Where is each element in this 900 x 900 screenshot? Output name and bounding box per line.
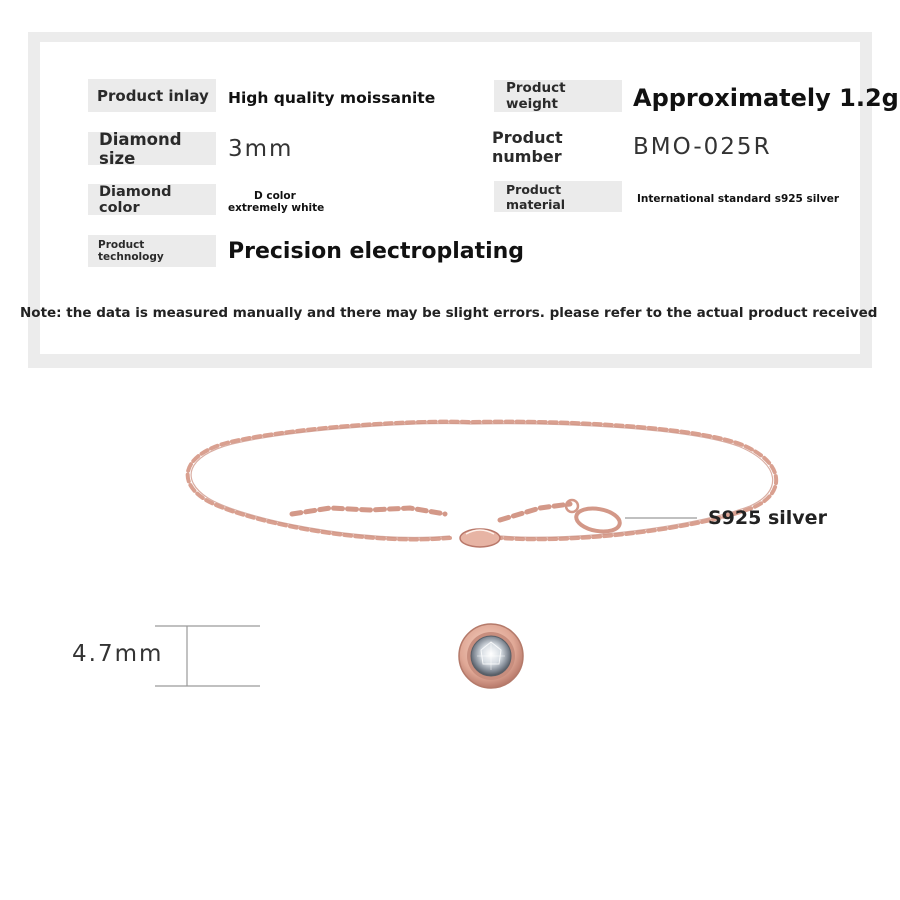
diamond-color-label (88, 184, 216, 215)
product-technology-label-line2: technology (98, 251, 164, 263)
product-material-label (494, 181, 622, 212)
bracelet-chain (188, 422, 777, 540)
product-inlay-label (88, 79, 216, 112)
product-material-label-text: Product material (506, 181, 566, 212)
product-weight-label-text: Product weight (506, 80, 566, 112)
product-technology-label-text (98, 239, 164, 263)
product-technology-value: Precision electroplating (228, 239, 525, 264)
diamond-color-value (228, 190, 324, 214)
product-inlay-label-text: Product inlay (97, 86, 209, 105)
product-technology-label (88, 235, 216, 267)
product-weight-value: Approximately 1.2g (633, 84, 899, 112)
extension-chain-right (500, 504, 570, 520)
diamond-color-value-line1: D color (254, 190, 296, 202)
bracelet-image (0, 370, 900, 730)
product-number-label-text: Product number (492, 127, 563, 166)
product-weight-label (494, 80, 622, 112)
measurement-note: Note: the data is measured manually and there may be slight errors. please refer to the actual product received (20, 305, 878, 321)
product-technology-label-line1: Product (98, 239, 145, 251)
diamond-size-value: 3mm (228, 136, 294, 162)
product-inlay-value: High quality moissanite (228, 89, 436, 107)
extension-chain (292, 508, 445, 514)
tag-ring (566, 500, 622, 535)
pendant (459, 624, 523, 688)
product-number-label (492, 127, 622, 166)
diamond-size-label-text: Diamond size (99, 129, 182, 168)
material-callout: S925 silver (708, 507, 827, 529)
lobster-clasp (460, 529, 500, 547)
diamond-size-label (88, 129, 216, 168)
product-material-value: International standard s925 silver (637, 193, 840, 205)
diamond-color-value-line2: extremely white (228, 202, 325, 214)
diamond-color-label-text: Diamond color (99, 183, 172, 216)
height-callout: 4.7mm (72, 641, 164, 667)
bracelet-chain-inner (191, 424, 773, 538)
product-number-value: BMO-025R (633, 134, 772, 160)
